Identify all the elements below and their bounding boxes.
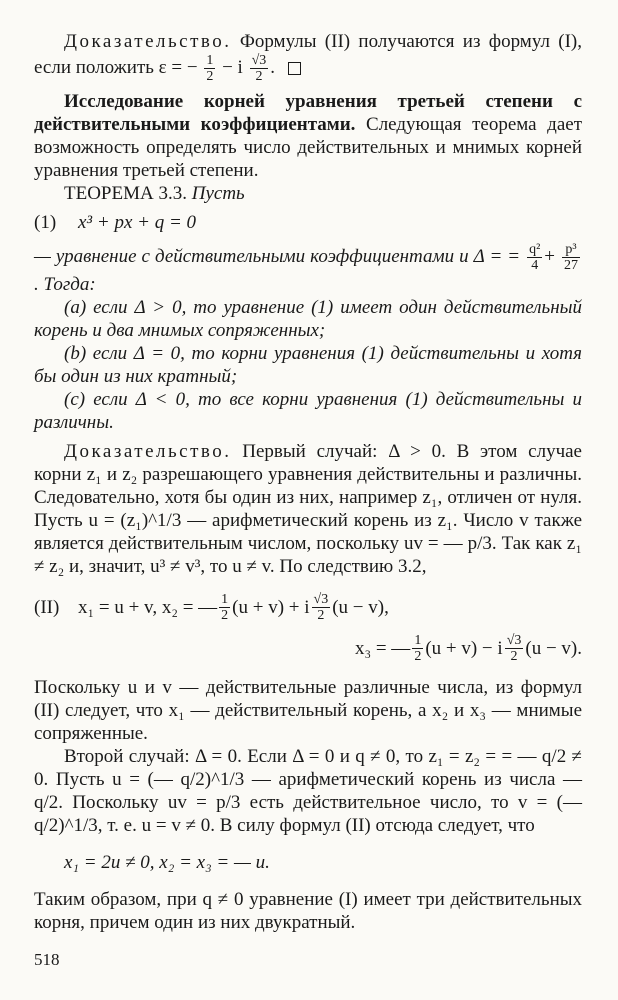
equation-2-part-a: x₁ = u + v, x₂ = —	[78, 597, 218, 618]
case-c-text: (c) если Δ < 0, то все корни уравнения (1) действительны и различны.	[34, 389, 582, 433]
equation-1	[34, 211, 582, 234]
equation-2-label: (II)	[34, 597, 60, 618]
fraction-q2-4: $\frac{\text{q²}}{4}$	[529, 242, 541, 273]
delta-text-a: — уравнение с действительными коэффициентами и Δ = =	[34, 245, 521, 267]
equation-2-part-b: (u + v) + i	[232, 597, 310, 618]
equation-4	[64, 851, 582, 874]
equation-3-part-b: (u + v) − i	[425, 638, 503, 659]
section-paragraph	[34, 90, 582, 182]
equation-3	[34, 633, 582, 664]
paragraph-4: Второй случай: Δ = 0. Если Δ = 0 и q ≠ 0, то z₁ = z₂ = = — q/2 ≠ 0. Пусть u = (— q/2)^1/3 — арифметический корень из числа — q/2. Поскольку uv = p/3 есть действительное число, то v = (— q/2)^1/3, т. е. u = v ≠ 0. В силу формул (II) отсюда следует, что	[34, 746, 582, 836]
fraction-p3-27: $\frac{\text{p³}}{27}$	[564, 242, 579, 273]
proof-text-b: − i	[222, 56, 243, 78]
equation-1-body: x³ + px + q = 0	[78, 212, 197, 233]
fraction-sqrt3-half: $\frac{√3}{2}$	[251, 53, 267, 84]
equation-1-label: (1)	[34, 212, 57, 233]
fraction-sqrt3-half-2: $\frac{√3}{2}$	[313, 592, 329, 623]
theorem-heading	[34, 182, 582, 205]
end-of-proof-icon	[288, 62, 301, 75]
proof-paragraph-2	[34, 440, 582, 578]
equation-2	[34, 592, 582, 623]
proof-heading: Доказательство.	[64, 31, 232, 52]
case-a-text: (a) если Δ > 0, то уравнение (1) имеет один действительный корень и два мнимых сопряженных;	[34, 297, 582, 341]
delta-text-b: . Тогда:	[34, 274, 96, 295]
equation-4-body: x₁ = 2u ≠ 0, x₂ = x₃ = — u.	[64, 852, 270, 873]
fraction-sqrt3-half-3: $\frac{√3}{2}$	[506, 633, 522, 664]
fraction-one-half: $\frac{1}{2}$	[206, 53, 214, 84]
section-title: Исследование корней уравнения третьей степени с действительными коэффициентами.	[34, 91, 582, 135]
case-a	[34, 296, 582, 342]
proof-paragraph-1: Доказательство. Формулы (II) получаются из формул (I), если положить ε = − $\frac{1}{2}$ − i $\frac{√3}{2}$ .	[34, 31, 583, 84]
page-body	[34, 30, 582, 934]
proof-text-2: Первый случай: Δ > 0. В этом случае корни z₁ и z₂ разрешающего уравнения действительны и различны. Следовательно, хотя бы один из них, например z₁, отличен от нуля. Пусть u = (z₁)^1/3 — арифметический корень из z₁. Число v также является действительным числом, поскольку uv = — p/3. Так как z₁ ≠ z₂ и, значит, u³ ≠ v³, то u ≠ v. По следствию 3.2,	[34, 441, 582, 577]
case-b-text: (b) если Δ = 0, то корни уравнения (1) действительны и хотя бы один из них кратный;	[34, 343, 582, 387]
paragraph-5: Таким образом, при q ≠ 0 уравнение (I) имеет три действительных корня, причем один из них двукратный.	[34, 889, 582, 933]
equation-3-part-c: (u − v).	[525, 638, 582, 659]
case-c	[34, 388, 582, 434]
paragraph-3: Поскольку u и v — действительные различные числа, из формул (II) следует, что x₁ — действительный корень, а x₂ и x₃ — мнимые сопряженные.	[34, 677, 582, 744]
section-text: Следующая теорема дает возможность определять число действительных и мнимых корней уравнения третьей степени.	[34, 114, 582, 181]
case-b	[34, 342, 582, 388]
equation-3-part-a: x₃ = —	[354, 638, 411, 659]
theorem-label: ТЕОРЕМА 3.3.	[64, 183, 187, 204]
fraction-one-half-2: $\frac{1}{2}$	[221, 592, 229, 623]
theorem-lead: Пусть	[191, 183, 245, 204]
proof-text-a: Формулы (II) получаются из формул (I), если положить ε = −	[34, 31, 583, 78]
equation-2-part-c: (u − v),	[332, 597, 389, 618]
page-number: 518	[34, 950, 60, 969]
proof-heading-2: Доказательство.	[64, 441, 232, 462]
fraction-one-half-3: $\frac{1}{2}$	[414, 633, 422, 664]
delta-definition: — уравнение с действительными коэффициентами и Δ = = $\frac{\text{q²}}{4}$ + $\frac{\text{p³}}{27}$ . Тогда:	[34, 242, 579, 295]
